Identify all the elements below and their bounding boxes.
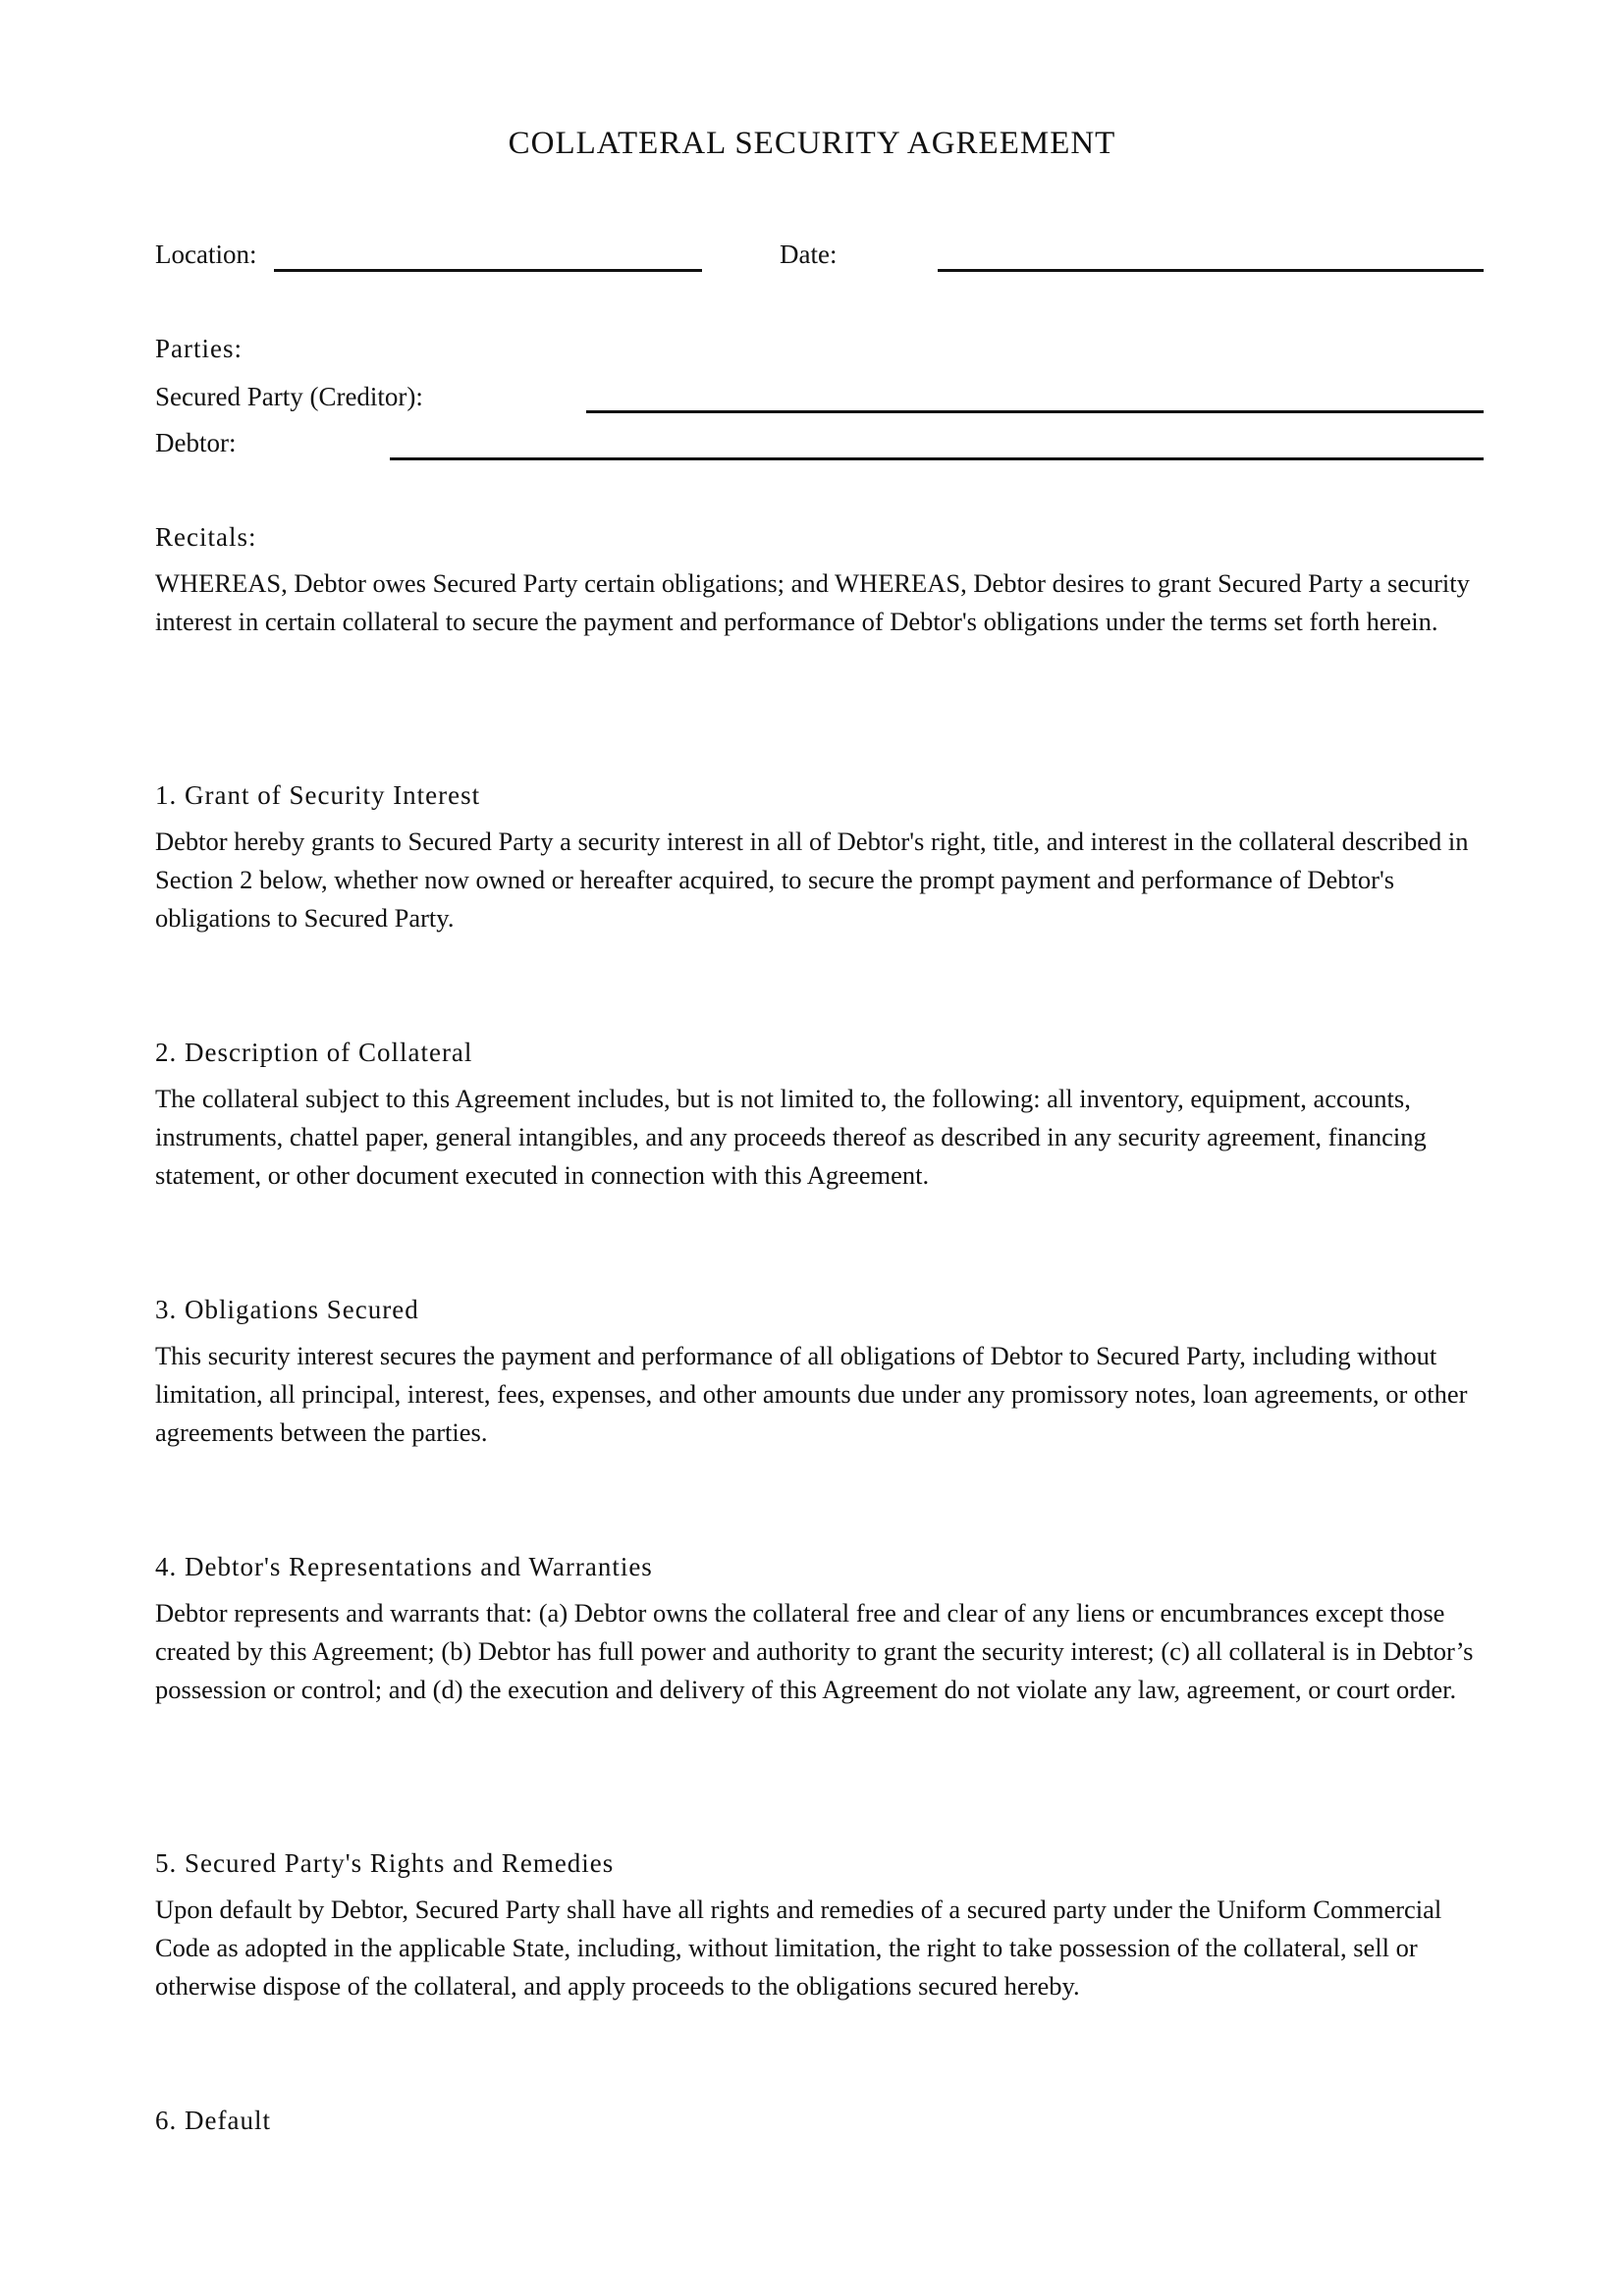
section-4-heading: 4. Debtor's Representations and Warranties [155,1552,653,1581]
section-3-heading: 3. Obligations Secured [155,1295,419,1324]
debtor-label: Debtor: [155,428,237,457]
section-5-text: Upon default by Debtor, Secured Party shall have all rights and remedies of a secured party under the Uniform Commercial Code as adopted in the applicable State, including, without limitation, the right to take possession of the collateral, sell or otherwise dispose of the collateral, and apply proceeds to the obligations secured hereby. [155,1895,1442,2001]
date-blank-line[interactable] [938,269,1484,272]
section-2-text: The collateral subject to this Agreement includes, but is not limited to, the following: all inventory, equipment, accounts, instruments, chattel paper, general intangibles, and any proceeds thereof as described in any security agreement, financing statement, or other document executed in connection with this Agreement. [155,1084,1427,1190]
section-4-text: Debtor represents and warrants that: (a) Debtor owns the collateral free and clear of any liens or encumbrances except those created by this Agreement; (b) Debtor has full power and authority to grant the security interest; (c) all collateral is in Debtor’s possession or control; and (d) the execution and delivery of this Agreement do not violate any law, agreement, or court order. [155,1598,1474,1704]
secured-party-blank-line[interactable] [586,410,1484,413]
parties-heading: Parties: [155,334,243,363]
recitals-heading: Recitals: [155,522,257,552]
recitals-text: WHEREAS, Debtor owes Secured Party certain obligations; and WHEREAS, Debtor desires to grant Secured Party a security interest in certain collateral to secure the payment and performance of Debtor's obligations under the terms set forth herein. [155,568,1470,636]
section-1-text: Debtor hereby grants to Secured Party a security interest in all of Debtor's right, title, and interest in the collateral described in Section 2 below, whether now owned or hereafter acquired, to secure the prompt payment and performance of Debtor's obligations to Secured Party. [155,827,1469,933]
section-6-heading: 6. Default [155,2106,271,2135]
section-3-text: This security interest secures the payment and performance of all obligations of Debtor to Secured Party, including without limitation, all principal, interest, fees, expenses, and other amounts due under any promissory notes, loan agreements, or other agreements between the parties. [155,1341,1468,1447]
location-blank-line[interactable] [274,269,702,272]
section-1-heading: 1. Grant of Security Interest [155,780,481,810]
secured-party-label: Secured Party (Creditor): [155,382,423,411]
document-title: COLLATERAL SECURITY AGREEMENT [508,126,1116,161]
section-5-heading: 5. Secured Party's Rights and Remedies [155,1848,615,1878]
debtor-blank-line[interactable] [390,457,1484,460]
location-label: Location: [155,240,257,269]
section-2-heading: 2. Description of Collateral [155,1038,473,1067]
date-label: Date: [780,240,838,269]
